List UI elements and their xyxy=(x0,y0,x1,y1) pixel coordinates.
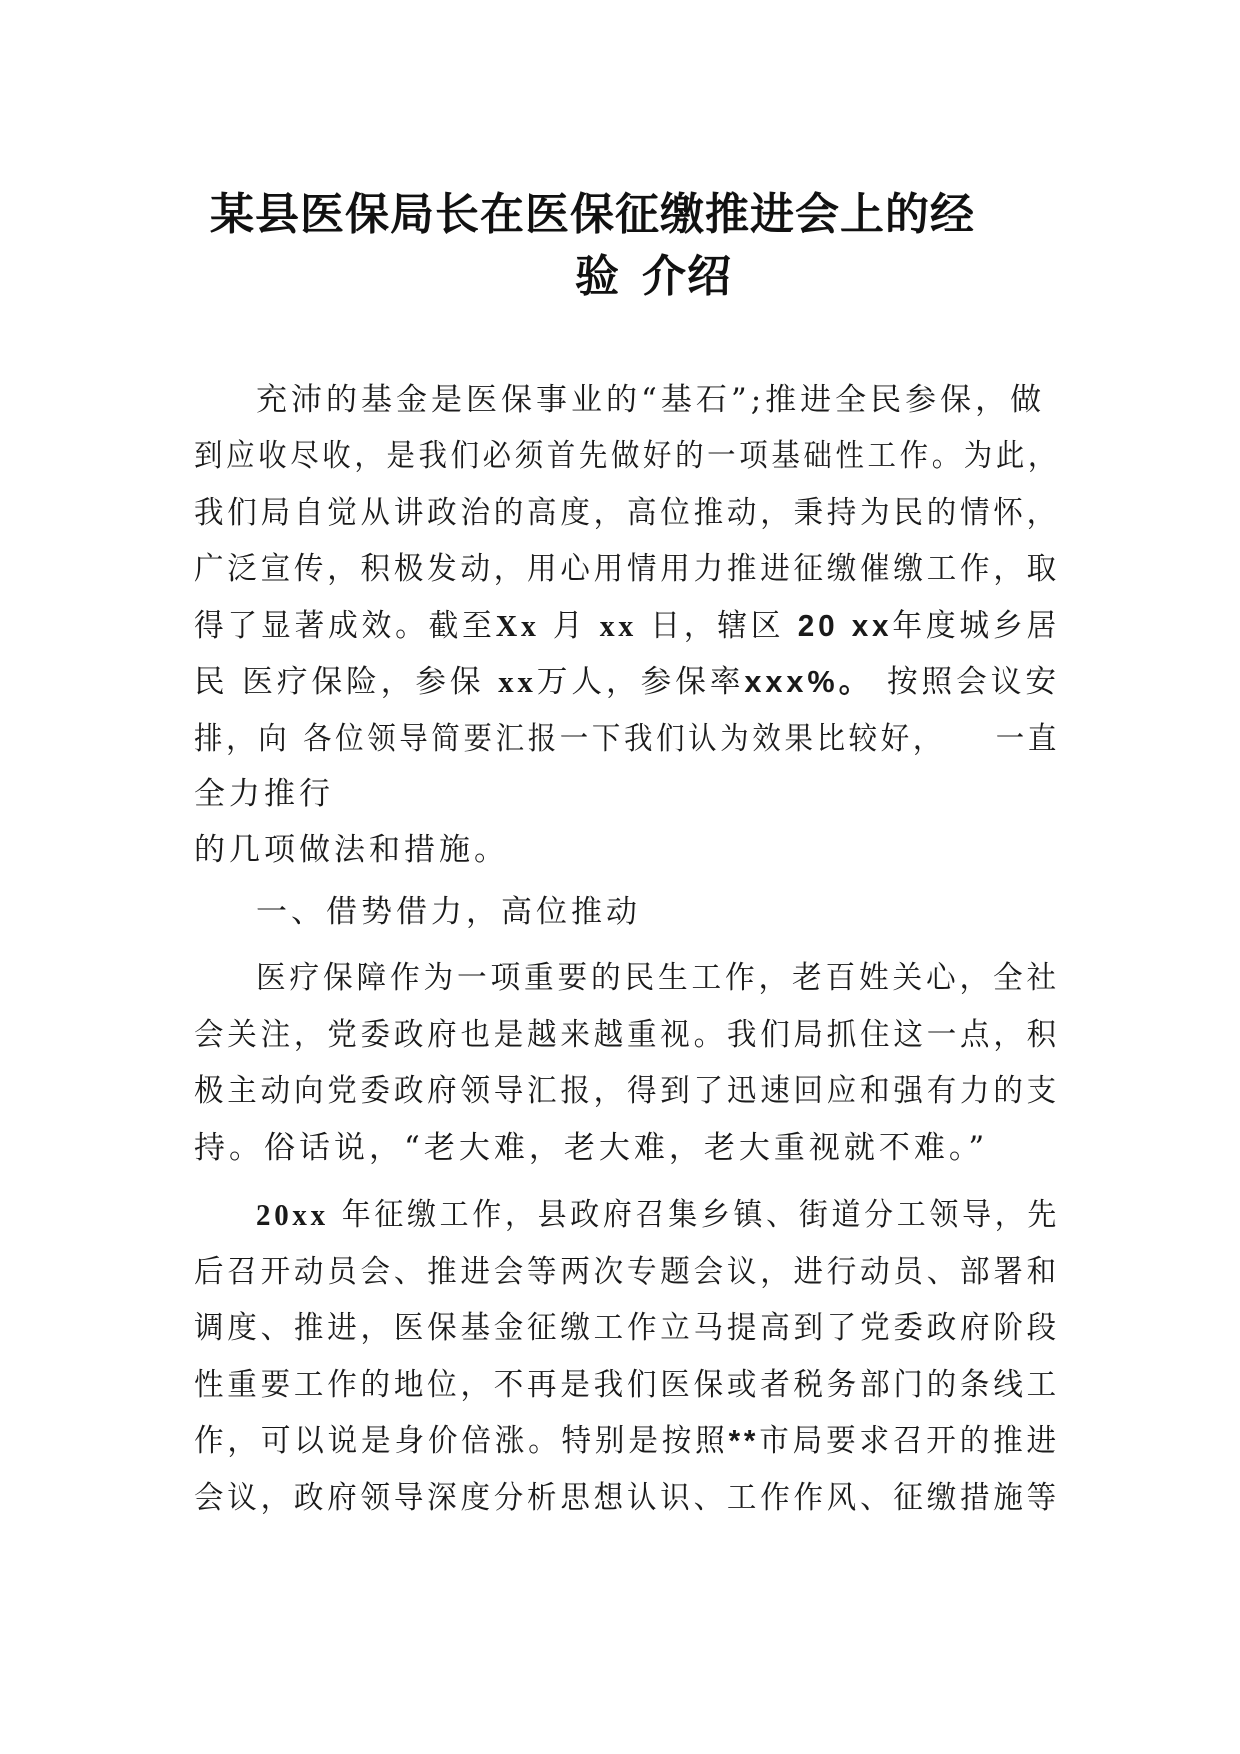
bold-count-placeholder: xx xyxy=(498,664,537,699)
text-run: 医疗保险，参保 xyxy=(242,664,485,700)
text-run: 月 xyxy=(552,608,587,644)
paragraph-3-line-5 xyxy=(194,1415,1060,1460)
paragraph-2-line-3: 极主动向党委政府领导汇报，得到了迅速回应和强有力的支 xyxy=(194,1073,1060,1109)
text-run: 民 xyxy=(194,664,229,700)
year-prefix: 20 xyxy=(797,608,839,643)
paragraph-1-line-4: 广泛宣传，积极发动，用心用情用力推进征缴催缴工作，取 xyxy=(194,551,1060,587)
bold-month-placeholder: Xx xyxy=(495,608,540,643)
bold-year-placeholder: xx xyxy=(851,608,893,643)
paragraph-3-line-4: 性重要工作的地位，不再是我们医保或者税务部门的条线工 xyxy=(194,1367,1060,1403)
paragraph-1-line-2: 到应收尽收，是我们必须首先做好的一项基础性工作。为此， xyxy=(194,438,1060,474)
paragraph-1-line-7 xyxy=(194,713,1060,758)
paragraph-1-line-8: 全力推行 xyxy=(194,776,334,812)
paragraph-2-line-2: 会关注，党委政府也是越来越重视。我们局抓住这一点，积 xyxy=(194,1017,1060,1053)
bold-rate-placeholder: xxx%。 xyxy=(744,664,874,699)
text-run: 作，可以说是身价倍涨。特别是按照 xyxy=(194,1423,729,1459)
text-run: 一直 xyxy=(995,721,1061,757)
paragraph-1-line-9: 的几项做法和措施。 xyxy=(194,832,509,868)
paragraph-1-line-5 xyxy=(194,600,1060,645)
title-word-1: 验 xyxy=(575,251,620,302)
section-heading-1: 一、借势借力，高位推动 xyxy=(256,894,641,930)
document-title-line-1: 某县医保局长在医保征缴推进会上的经 xyxy=(210,189,975,240)
text-run: 万人，参保率 xyxy=(536,664,745,700)
title-word-2: 介绍 xyxy=(642,251,732,302)
paragraph-1-line-1: 充沛的基金是医保事业的“基石”;推进全民参保，做 xyxy=(256,382,1046,418)
paragraph-3-line-3: 调度、推进，医保基金征缴工作立马提高到了党委政府阶段 xyxy=(194,1310,1060,1346)
paragraph-3-line-6: 会议，政府领导深度分析思想认识、工作作风、征缴措施等 xyxy=(194,1480,1060,1516)
document-title-line-2 xyxy=(575,240,732,304)
text-run: 各位领导简要汇报一下我们认为效果比较好， xyxy=(303,721,945,757)
bold-day-placeholder: xx xyxy=(599,608,638,643)
text-run: 市局要求召开的推进 xyxy=(759,1423,1060,1459)
text-run: 按照会议安 xyxy=(886,664,1060,700)
bold-year-placeholder: 20xx xyxy=(256,1197,329,1232)
paragraph-2-line-1: 医疗保障作为一项重要的民生工作，老百姓关心，全社 xyxy=(256,960,1060,996)
paragraph-1-line-3: 我们局自觉从讲政治的高度，高位推动，秉持为民的情怀， xyxy=(194,495,1060,531)
paragraph-3-line-1 xyxy=(256,1189,1060,1234)
text-run: 排，向 xyxy=(194,721,291,757)
paragraph-2-line-4: 持。俗话说，“老大难，老大难，老大重视就不难。” xyxy=(194,1130,989,1166)
text-run: 日，辖区 xyxy=(650,608,785,644)
paragraph-3-line-2: 后召开动员会、推进会等两次专题会议，进行动员、部署和 xyxy=(194,1254,1060,1290)
text-run: 年度城乡居 xyxy=(892,608,1061,644)
text-run: 年征缴工作，县政府召集乡镇、街道分工领导，先 xyxy=(341,1197,1061,1233)
paragraph-1-line-6 xyxy=(194,656,1060,701)
text-run: 得了显著成效。截至 xyxy=(194,608,496,644)
redacted-city-placeholder: ** xyxy=(728,1423,760,1458)
